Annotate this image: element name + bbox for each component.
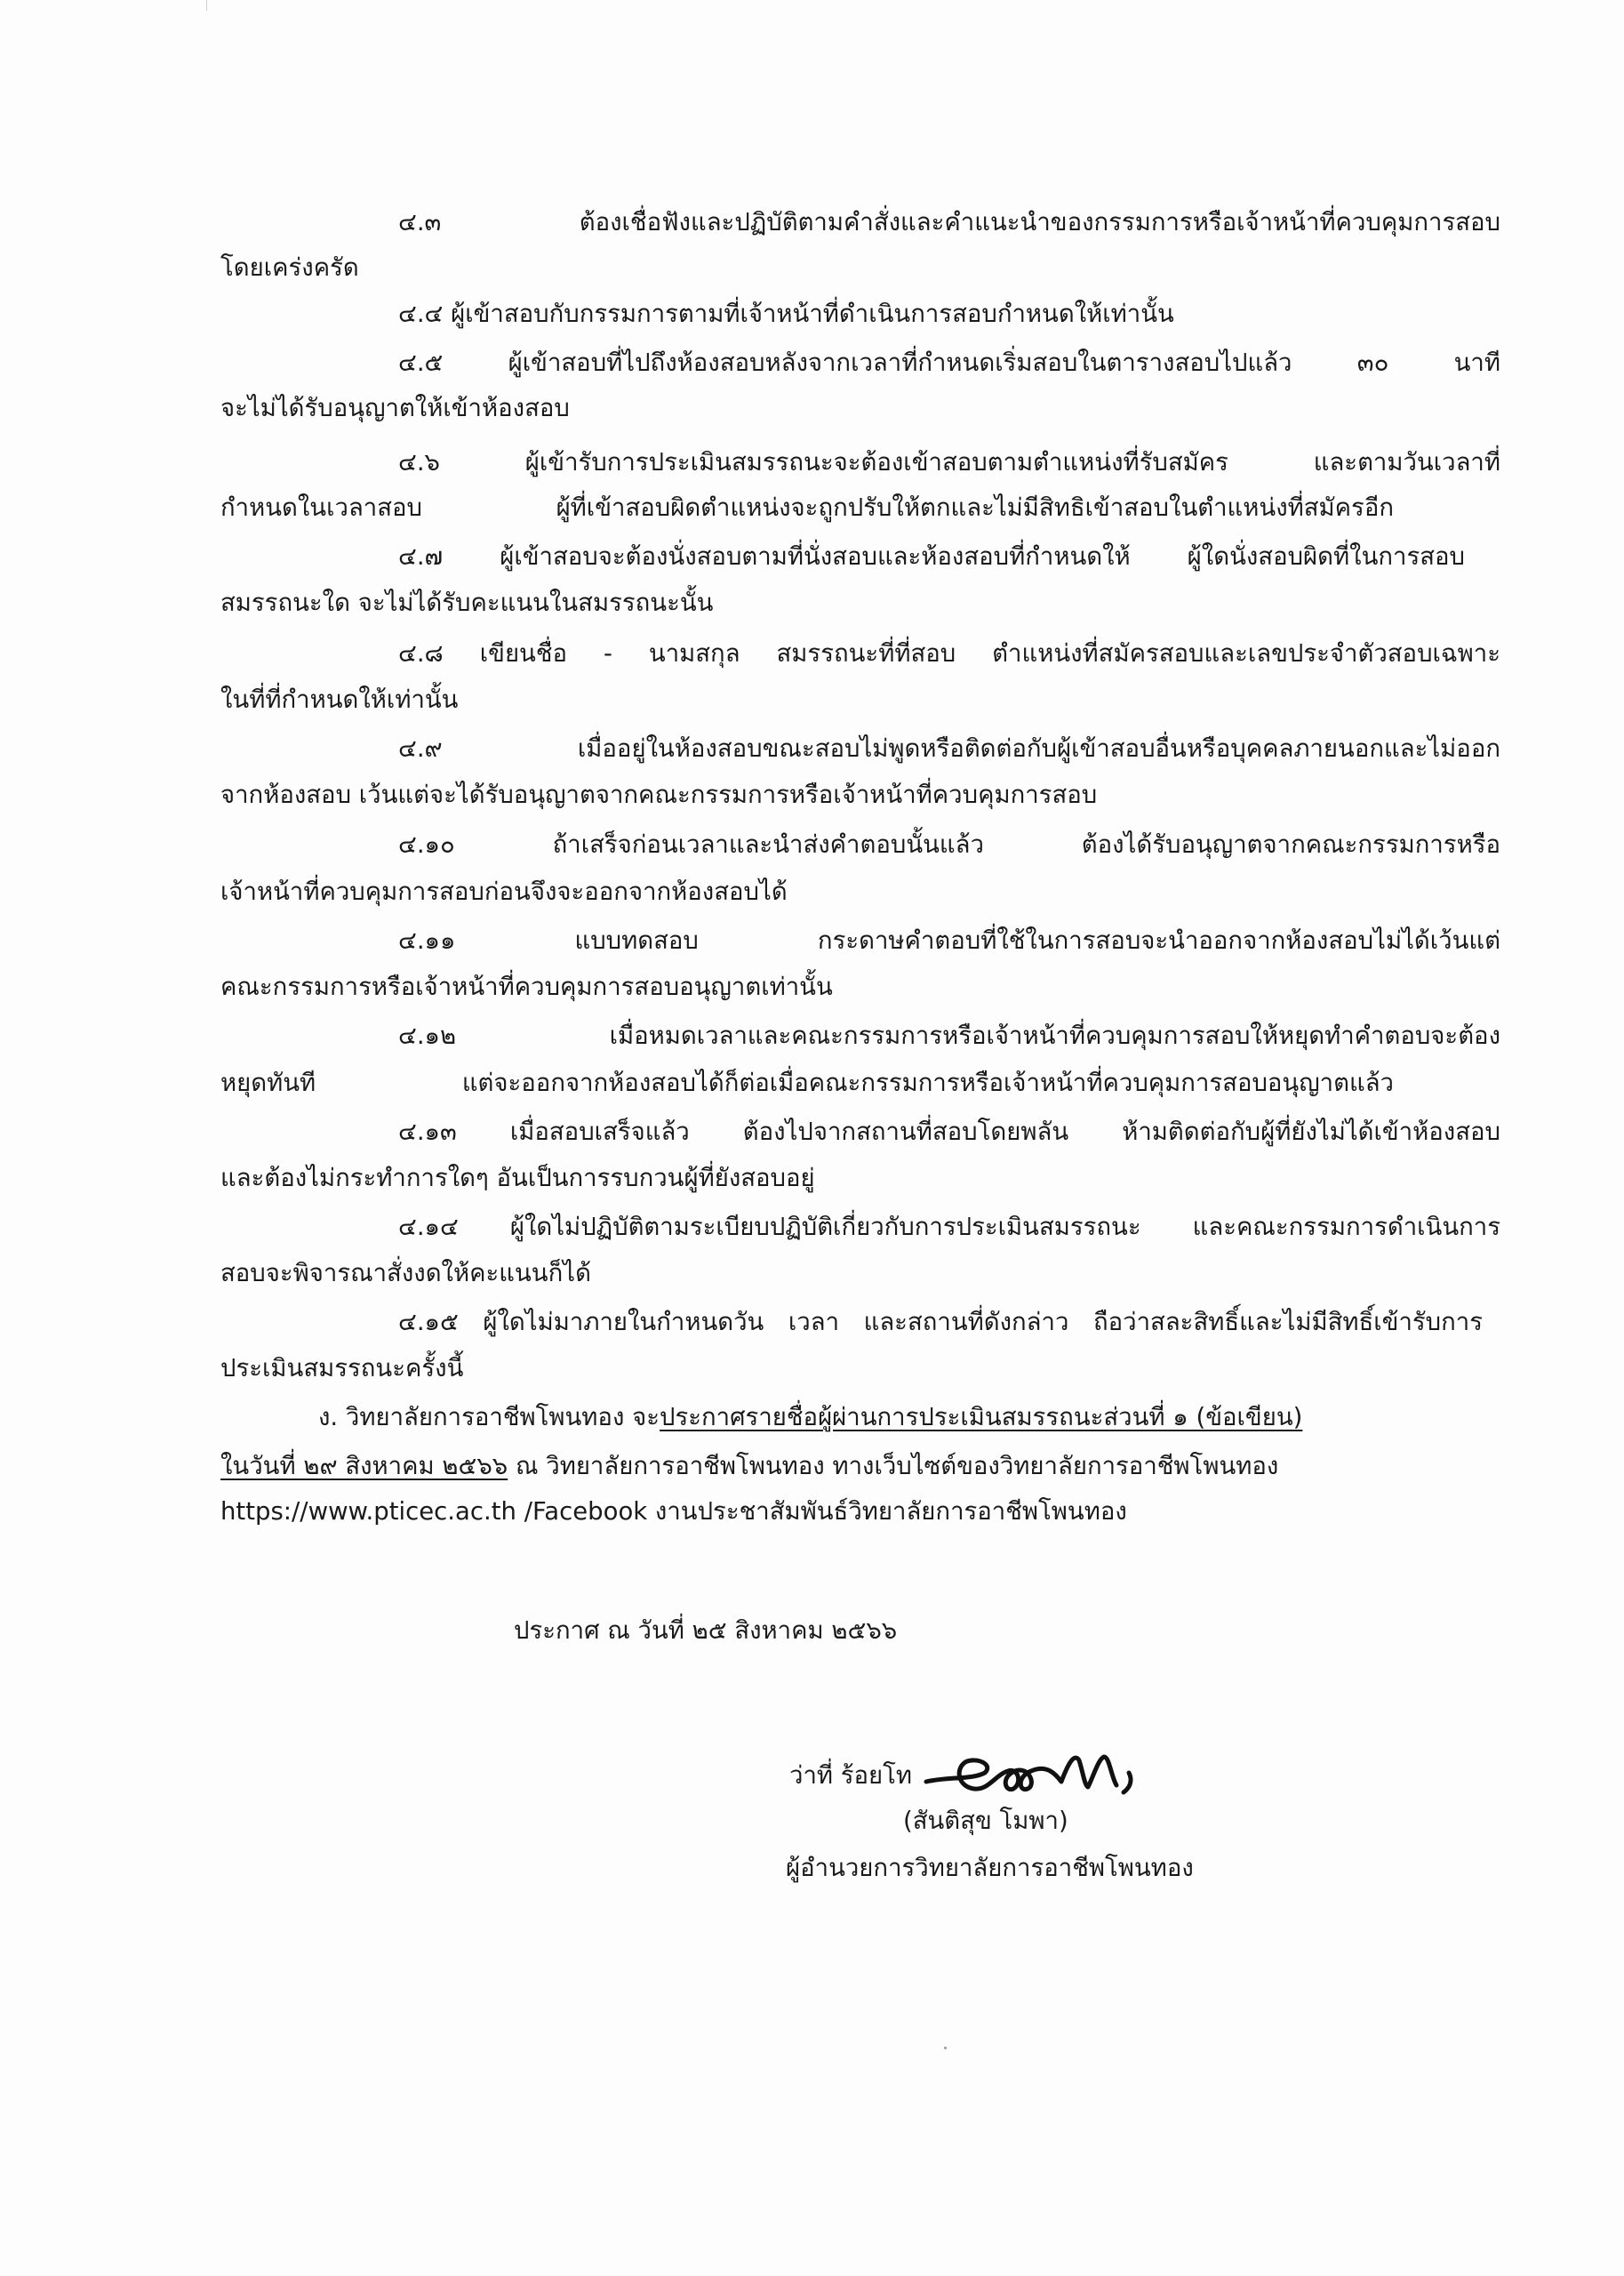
rule-4-10-line-1: ๔.๑๐ ถ้าเสร็จก่อนเวลาและนำส่งคำตอบนั้นแล้ว ต้องได้รับอนุญาตจากคณะกรรมการหรือ bbox=[398, 830, 1500, 859]
rule-4-3-line-2: โดยเคร่งครัด bbox=[220, 253, 359, 282]
signer-rank: ว่าที่ ร้อยโท bbox=[789, 1761, 913, 1790]
rule-4-14-line-1: ๔.๑๔ ผู้ใดไม่ปฏิบัติตามระเบียบปฏิบัติเกี่ยวกับการประเมินสมรรถนะ และคณะกรรมการดำเนินการ bbox=[398, 1213, 1500, 1241]
rule-4-13-line-2: และต้องไม่กระทำการใดๆ อันเป็นการรบกวนผู้ที่ยังสอบอยู่ bbox=[220, 1164, 815, 1192]
rule-4-12-line-1: ๔.๑๒ เมื่อหมดเวลาและคณะกรรมการหรือเจ้าหน้าที่ควบคุมการสอบให้หยุดทำคำตอบจะต้อง bbox=[398, 1022, 1500, 1050]
rule-4-5-line-1: ๔.๕ ผู้เข้าสอบที่ไปถึงห้องสอบหลังจากเวลาที่กำหนดเริ่มสอบในตารางสอบไปแล้ว ๓๐ นาที bbox=[398, 349, 1500, 377]
scan-speck bbox=[944, 2047, 947, 2049]
announcement-suffix: ณ วิทยาลัยการอาชีพโพนทอง ทางเว็บไซต์ของวิทยาลัยการอาชีพโพนทอง bbox=[508, 1452, 1279, 1480]
announcement-line-1 bbox=[318, 1399, 1302, 1435]
rule-4-8-line-2: ในที่ที่กำหนดให้เท่านั้น bbox=[220, 685, 459, 714]
announcement-line-3: https://www.pticec.ac.th /Facebook งานประชาสัมพันธ์วิทยาลัยการอาชีพโพนทอง bbox=[220, 1497, 1127, 1526]
rule-4-6-line-2: กำหนดในเวลาสอบ ผู้ที่เข้าสอบผิดตำแหน่งจะถูกปรับให้ตกและไม่มีสิทธิเข้าสอบในตำแหน่งที่สมัครอีก bbox=[220, 493, 1394, 522]
rule-4-7-line-1: ๔.๗ ผู้เข้าสอบจะต้องนั่งสอบตามที่นั่งสอบและห้องสอบที่กำหนดให้ ผู้ใดนั่งสอบผิดที่ในการสอบ bbox=[398, 542, 1465, 571]
announcement-underlined-1: ประกาศรายชื่อผู้ผ่านการประเมินสมรรถนะส่วนที่ ๑ (ข้อเขียน) bbox=[660, 1403, 1303, 1431]
announcement-date-line: ประกาศ ณ วันที่ ๒๕ สิงหาคม ๒๕๖๖ bbox=[514, 1616, 898, 1645]
rule-4-11-line-2: คณะกรรมการหรือเจ้าหน้าที่ควบคุมการสอบอนุญาตเท่านั้น bbox=[220, 973, 833, 1001]
signer-name: (สันติสุข โมพา) bbox=[903, 1807, 1068, 1835]
rule-4-7-line-2: สมรรถนะใด จะไม่ได้รับคะแนนในสมรรถนะนั้น bbox=[220, 589, 714, 617]
signer-position: ผู้อำนวยการวิทยาลัยการอาชีพโพนทอง bbox=[786, 1854, 1194, 1882]
announcement-prefix: ง. วิทยาลัยการอาชีพโพนทอง จะ bbox=[318, 1403, 660, 1431]
announcement-line-2 bbox=[220, 1448, 1278, 1484]
rule-4-15-line-2: ประเมินสมรรถนะครั้งนี้ bbox=[220, 1354, 464, 1382]
rule-4-11-line-1: ๔.๑๑ แบบทดสอบ กระดาษคำตอบที่ใช้ในการสอบจะนำออกจากห้องสอบไม่ได้เว้นแต่ bbox=[398, 926, 1500, 955]
handwritten-signature bbox=[923, 1741, 1189, 1812]
rule-4-9-line-2: จากห้องสอบ เว้นแต่จะได้รับอนุญาตจากคณะกรรมการหรือเจ้าหน้าที่ควบคุมการสอบ bbox=[220, 781, 1098, 809]
rule-4-3-line-1: ๔.๓ ต้องเชื่อฟังและปฏิบัติตามคำสั่งและคำแนะนำของกรรมการหรือเจ้าหน้าที่ควบคุมการสอบ bbox=[398, 208, 1500, 236]
rule-4-13-line-1: ๔.๑๓ เมื่อสอบเสร็จแล้ว ต้องไปจากสถานที่สอบโดยพลัน ห้ามติดต่อกับผู้ที่ยังไม่ได้เข้าห้องสอบ bbox=[398, 1118, 1500, 1146]
rule-4-6-line-1: ๔.๖ ผู้เข้ารับการประเมินสมรรถนะจะต้องเข้าสอบตามตำแหน่งที่รับสมัคร และตามวันเวลาที่ bbox=[398, 448, 1500, 477]
rule-4-14-line-2: สอบจะพิจารณาสั่งงดให้คะแนนก็ได้ bbox=[220, 1259, 591, 1287]
rule-4-5-line-2: จะไม่ได้รับอนุญาตให้เข้าห้องสอบ bbox=[220, 394, 570, 422]
announcement-underlined-date: ในวันที่ ๒๙ สิงหาคม ๒๕๖๖ bbox=[220, 1452, 508, 1480]
rule-4-9-line-1: ๔.๙ เมื่ออยู่ในห้องสอบขณะสอบไม่พูดหรือติดต่อกับผู้เข้าสอบอื่นหรือบุคคลภายนอกและไม่ออก bbox=[398, 734, 1500, 763]
rule-4-8-line-1: ๔.๘ เขียนชื่อ - นามสกุล สมรรถนะที่ที่สอบ ตำแหน่งที่สมัครสอบและเลขประจำตัวสอบเฉพาะ bbox=[398, 639, 1500, 668]
rule-4-15-line-1: ๔.๑๕ ผู้ใดไม่มาภายในกำหนดวัน เวลา และสถานที่ดังกล่าว ถือว่าสละสิทธิ์และไม่มีสิทธิ์เข้ารับการ bbox=[398, 1308, 1483, 1336]
rule-4-4-line-1: ๔.๔ ผู้เข้าสอบกับกรรมการตามที่เจ้าหน้าที่ดำเนินการสอบกำหนดให้เท่านั้น bbox=[398, 300, 1174, 328]
scan-mark bbox=[206, 0, 207, 11]
rule-4-10-line-2: เจ้าหน้าที่ควบคุมการสอบก่อนจึงจะออกจากห้องสอบได้ bbox=[220, 878, 788, 906]
rule-4-12-line-2: หยุดทันที แต่จะออกจากห้องสอบได้ก็ต่อเมื่อคณะกรรมการหรือเจ้าหน้าที่ควบคุมการสอบอนุญาตแล้ว bbox=[220, 1069, 1394, 1097]
